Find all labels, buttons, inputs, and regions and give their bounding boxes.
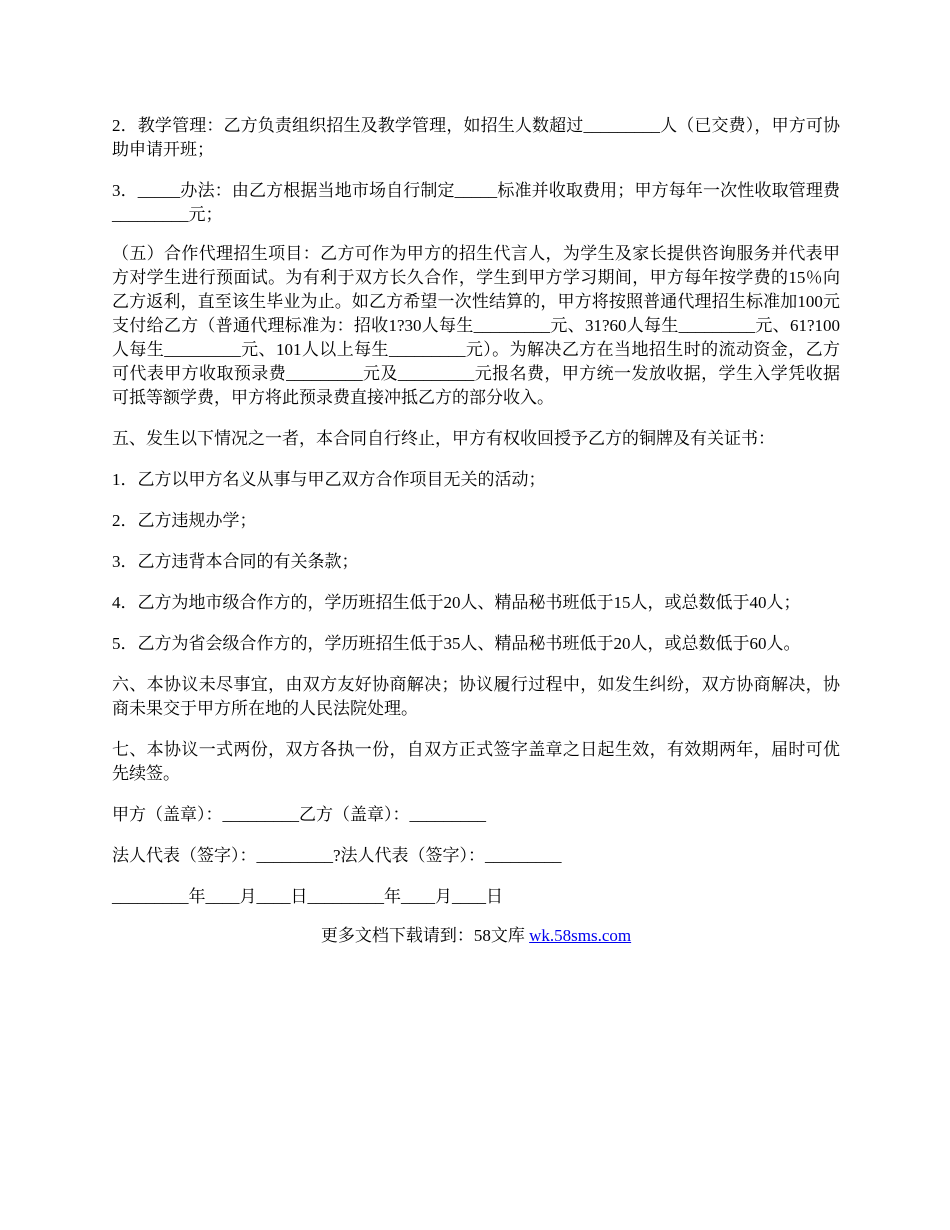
termination-item: 3．乙方违背本合同的有关条款； [112,552,359,571]
termination-item: 2．乙方违规办学； [112,511,257,530]
document-page [112,114,840,948]
clause-teaching-management: 2．教学管理：乙方负责组织招生及教学管理，如招生人数超过_________人（已交费），甲方可协助申请开班； [112,116,840,159]
section-validity: 七、本协议一式两份，双方各执一份，自双方正式签字盖章之日起生效，有效期两年，届时可优先续签。 [112,740,840,783]
clause-agency-enrollment: （五）合作代理招生项目：乙方可作为甲方的招生代言人，为学生及家长提供咨询服务并代表甲方对学生进行预面试。为有利于双方长久合作，学生到甲方学习期间，甲方每年按学费的15％向乙方返利，直至该生毕业为止。如乙方希望一次性结算的，甲方将按照普通代理招生标准加100元支付给乙方（普通代理标准为：招收1?30人每生_________元、31?60人每生_________元、61?100人每生_________元、101人以上每生_________元）。为解决乙方在当地招生时的流动资金，乙方可代表甲方收取预录费_________元及_________元报名费，甲方统一发放收据，学生入学凭收据可抵等额学费，甲方将此预录费直接冲抵乙方的部分收入。 [112,244,840,407]
termination-heading: 五、发生以下情况之一者，本合同自行终止，甲方有权收回授予乙方的铜牌及有关证书： [112,429,775,448]
clause-fee-method: 3．_____办法：由乙方根据当地市场自行制定_____标准并收取费用；甲方每年一次性收取管理费_________元； [112,181,840,224]
footer [112,924,840,948]
signature-date-line: _________年____月____日_________年____月____日 [112,887,503,906]
termination-item: 1．乙方以甲方名义从事与甲乙双方合作项目无关的活动； [112,470,546,489]
termination-item: 5．乙方为省会级合作方的，学历班招生低于35人、精品秘书班低于20人，或总数低于60人。 [112,634,801,653]
signature-representative-line: 法人代表（签字）：_________?法人代表（签字）：_________ [112,846,562,865]
footer-text: 更多文档下载请到：58文库 [320,926,530,945]
footer-link[interactable]: wk.58sms.com [529,926,632,945]
termination-item: 4．乙方为地市级合作方的，学历班招生低于20人、精品秘书班低于15人，或总数低于40人； [112,593,801,612]
section-dispute: 六、本协议未尽事宜，由双方友好协商解决；协议履行过程中，如发生纠纷，双方协商解决，协商未果交于甲方所在地的人民法院处理。 [112,675,840,718]
signature-seal-line: 甲方（盖章）：_________乙方（盖章）：_________ [112,805,486,824]
